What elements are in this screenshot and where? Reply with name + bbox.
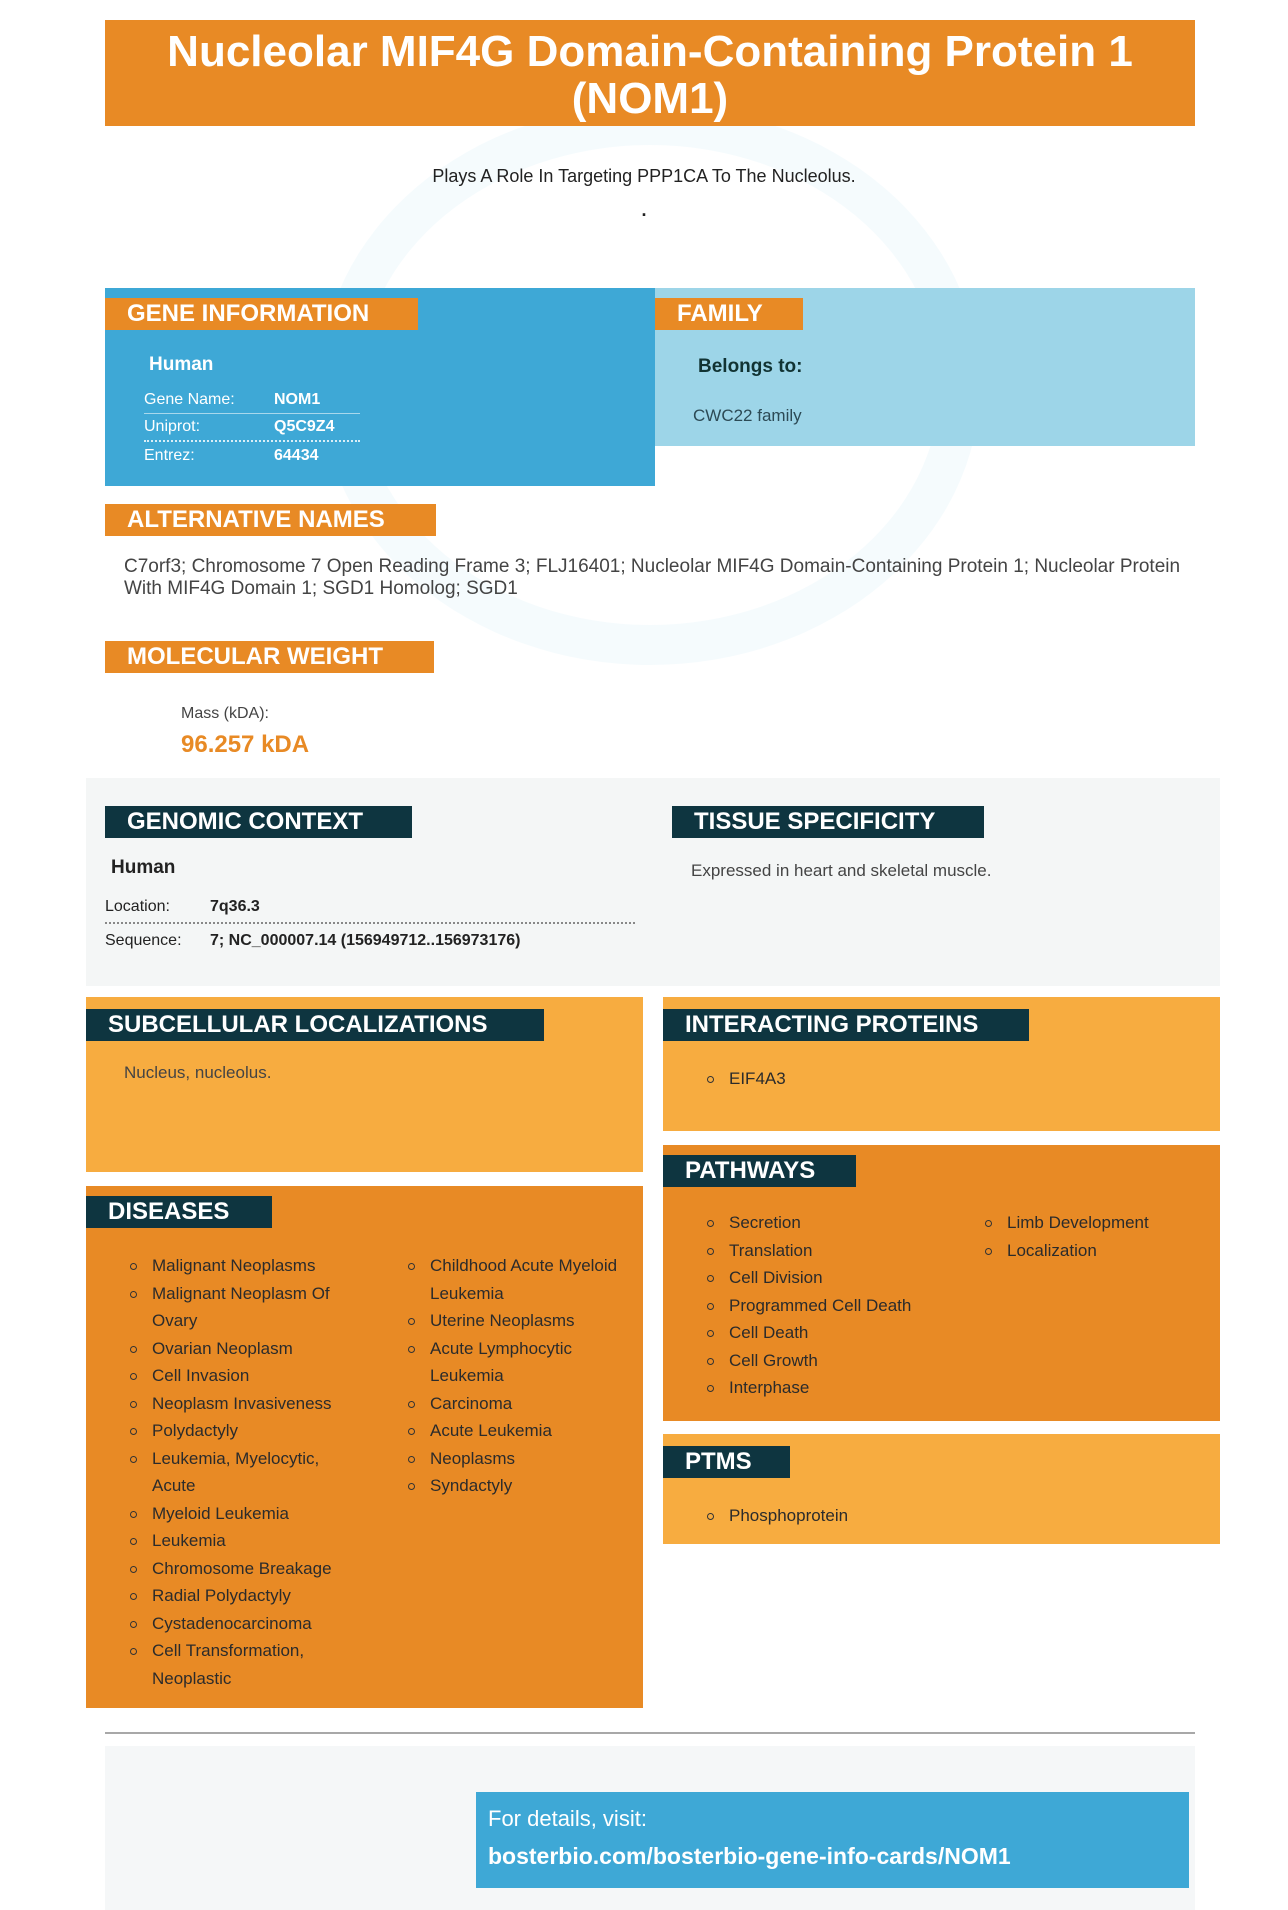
list-item: Localization	[983, 1237, 1208, 1265]
ptms-heading: PTMS	[663, 1446, 790, 1478]
list-item: Myeloid Leukemia	[128, 1500, 358, 1528]
list-item: Cell Growth	[705, 1347, 965, 1375]
list-item: Carcinoma	[406, 1390, 631, 1418]
uniprot-row	[144, 414, 360, 442]
family-value: CWC22 family	[693, 406, 802, 425]
list-item: Secretion	[705, 1209, 965, 1237]
list-item: Cell Transformation, Neoplastic	[128, 1637, 358, 1692]
pathways-list-col2	[983, 1209, 1208, 1264]
list-item: Polydactyly	[128, 1417, 358, 1445]
mass-value: 96.257 kDA	[181, 731, 310, 758]
list-item: Malignant Neoplasms	[128, 1252, 358, 1280]
interacting-proteins-panel	[663, 997, 1220, 1131]
list-item: Cell Division	[705, 1264, 965, 1292]
location-label: Location:	[105, 898, 170, 915]
genomic-table	[105, 892, 635, 958]
gene-name-value: NOM1	[274, 390, 321, 408]
page-title: Nucleolar MIF4G Domain-Containing Protein 1 (NOM1)	[105, 20, 1195, 126]
interacting-proteins-list	[705, 1065, 786, 1093]
molecular-weight-heading: MOLECULAR WEIGHT	[105, 641, 434, 673]
subcellular-heading: SUBCELLULAR LOCALIZATIONS	[86, 1009, 544, 1041]
list-item: Acute Leukemia	[406, 1417, 631, 1445]
list-item: Programmed Cell Death	[705, 1292, 965, 1320]
list-item: Phosphoprotein	[705, 1502, 848, 1530]
alternative-names-text: C7orf3; Chromosome 7 Open Reading Frame 3; FLJ16401; Nucleolar MIF4G Domain-Containing Protein 1; Nucleolar Protein With MIF4G Domain 1; SGD1 Homolog; SGD1	[124, 556, 1181, 599]
list-item: Syndactyly	[406, 1472, 631, 1500]
list-item: Ovarian Neoplasm	[128, 1335, 358, 1363]
footer-link[interactable]: bosterbio.com/bosterbio-gene-info-cards/NOM1	[488, 1843, 1011, 1869]
genomic-species: Human	[111, 857, 176, 878]
location-row	[105, 892, 635, 924]
gene-name-label: Gene Name:	[144, 390, 235, 408]
uniprot-value[interactable]: Q5C9Z4	[274, 418, 335, 435]
pathways-list-col1	[705, 1209, 965, 1402]
list-item: Uterine Neoplasms	[406, 1307, 631, 1335]
list-item: Cell Invasion	[128, 1362, 358, 1390]
list-item: Childhood Acute Myeloid Leukemia	[406, 1252, 631, 1307]
list-item: Acute Lymphocytic Leukemia	[406, 1335, 631, 1390]
uniprot-label: Uniprot:	[144, 418, 201, 435]
list-item: Neoplasms	[406, 1445, 631, 1473]
list-item: Cell Death	[705, 1319, 965, 1347]
list-item: Radial Polydactyly	[128, 1582, 358, 1610]
subcellular-text: Nucleus, nucleolus.	[124, 1063, 272, 1082]
tissue-specificity-text: Expressed in heart and skeletal muscle.	[691, 861, 992, 880]
diseases-list-col2	[406, 1252, 631, 1500]
pathways-panel	[663, 1145, 1220, 1421]
list-item: Leukemia, Myelocytic, Acute	[128, 1445, 358, 1500]
list-item: Cystadenocarcinoma	[128, 1610, 358, 1638]
list-item: Interphase	[705, 1374, 965, 1402]
entrez-value: 64434	[274, 447, 319, 464]
gene-name-row	[144, 386, 360, 414]
gene-info-table	[144, 386, 360, 470]
diseases-panel	[86, 1186, 643, 1708]
gene-species: Human	[149, 354, 214, 375]
family-panel	[655, 288, 1195, 446]
sequence-value: 7; NC_000007.14 (156949712..156973176)	[210, 932, 521, 949]
location-value: 7q36.3	[210, 898, 260, 915]
entrez-row	[144, 442, 360, 470]
subcellular-panel	[86, 997, 643, 1172]
ptms-list	[705, 1502, 848, 1530]
alternative-names-heading: ALTERNATIVE NAMES	[105, 504, 436, 536]
family-heading: FAMILY	[655, 298, 803, 330]
diseases-heading: DISEASES	[86, 1196, 272, 1228]
footer-callout	[476, 1792, 1189, 1888]
sequence-label: Sequence:	[105, 932, 182, 949]
mass-label: Mass (kDA):	[181, 705, 269, 722]
list-item: Neoplasm Invasiveness	[128, 1390, 358, 1418]
entrez-label: Entrez:	[144, 447, 195, 464]
sequence-row	[105, 924, 635, 958]
tissue-specificity-heading: TISSUE SPECIFICITY	[672, 806, 984, 838]
footer-prompt: For details, visit:	[488, 1806, 647, 1831]
list-item: Leukemia	[128, 1527, 358, 1555]
genomic-context-heading: GENOMIC CONTEXT	[105, 806, 412, 838]
protein-description: Plays A Role In Targeting PPP1CA To The Nucleolus.	[432, 166, 856, 186]
footer-divider	[105, 1732, 1195, 1734]
belongs-to-label: Belongs to:	[698, 356, 803, 377]
ptms-panel	[663, 1434, 1220, 1544]
list-item: EIF4A3	[705, 1065, 786, 1093]
list-item: Limb Development	[983, 1209, 1208, 1237]
description-dot: .	[641, 200, 647, 220]
pathways-heading: PATHWAYS	[663, 1155, 856, 1187]
list-item: Translation	[705, 1237, 965, 1265]
list-item: Chromosome Breakage	[128, 1555, 358, 1583]
diseases-list-col1	[128, 1252, 358, 1692]
interacting-proteins-heading: INTERACTING PROTEINS	[663, 1009, 1029, 1041]
gene-information-panel	[105, 288, 655, 486]
list-item: Malignant Neoplasm Of Ovary	[128, 1280, 358, 1335]
gene-information-heading: GENE INFORMATION	[105, 298, 418, 330]
